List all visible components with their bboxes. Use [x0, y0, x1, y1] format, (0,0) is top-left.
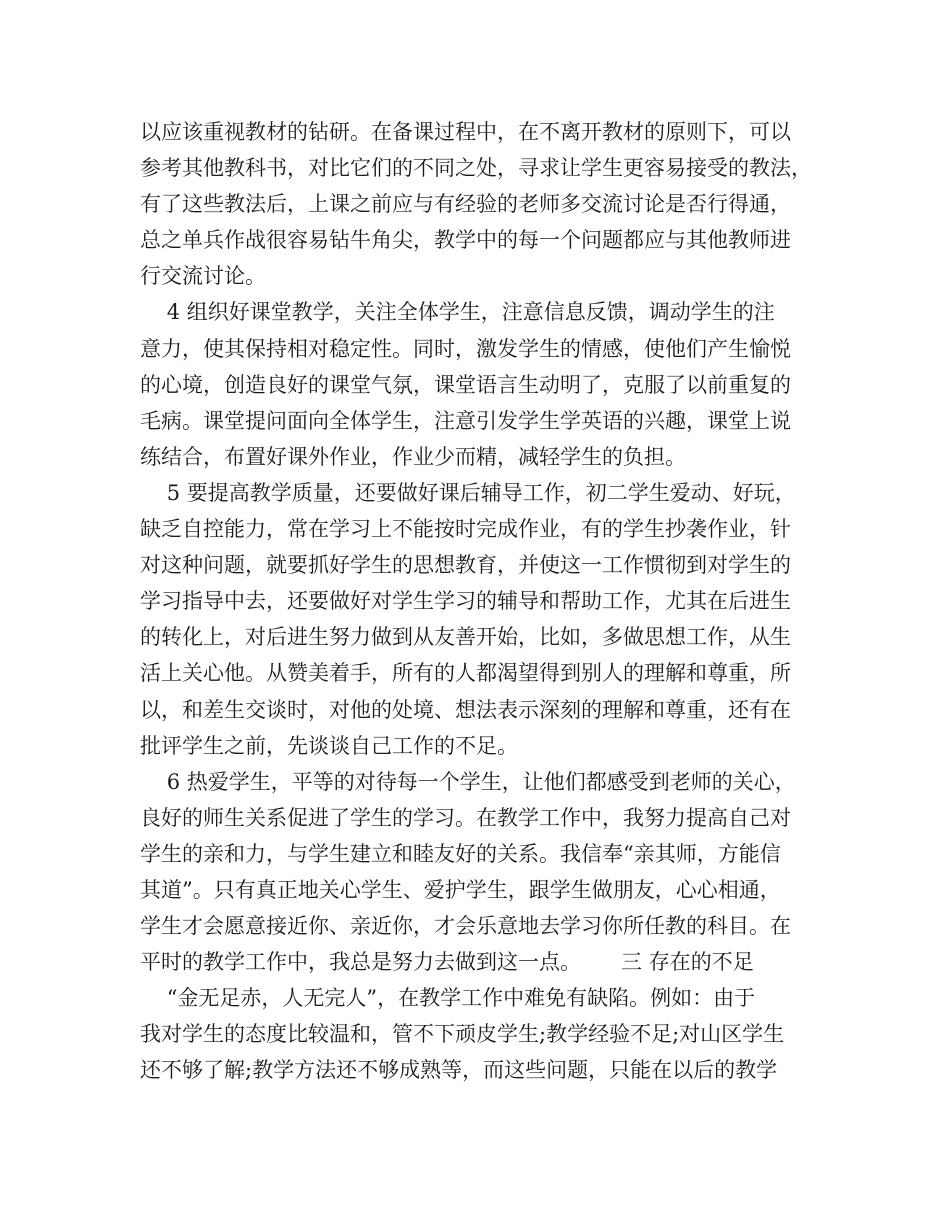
text-line: 6 热爱学生，平等的对待每一个学生，让他们都感受到老师的关心，: [140, 769, 796, 794]
text-line: 学生才会愿意接近你、亲近你，才会乐意地去学习你所任教的科目。在: [140, 914, 791, 939]
text-line: 缺乏自控能力，常在学习上不能按时完成作业，有的学生抄袭作业，针: [140, 517, 791, 542]
body-text: [140, 114, 830, 1089]
text-line: 学习指导中去，还要做好对学生学习的辅导和帮助工作，尤其在后进生: [140, 589, 791, 614]
text-line: 以，和差生交谈时，对他的处境、想法表示深刻的理解和尊重，还有在: [140, 697, 791, 722]
text-line: 的转化上，对后进生努力做到从友善开始，比如，多做思想工作，从生: [140, 625, 791, 650]
text-line: 的心境，创造良好的课堂气氛，课堂语言生动明了，克服了以前重复的: [140, 372, 791, 397]
text-line: 4 组织好课堂教学，关注全体学生，注意信息反馈，调动学生的注: [140, 300, 775, 325]
text-line: 总之单兵作战很容易钻牛角尖，教学中的每一个问题都应与其他教师进: [140, 228, 791, 253]
text-line: 以应该重视教材的钻研。在备课过程中，在不离开教材的原则下，可以: [140, 120, 791, 144]
text-line: 其道”。只有真正地关心学生、爱护学生，跟学生做朋友，心心相通，: [140, 877, 781, 902]
text-line: 还不够了解;教学方法还不够成熟等，而这些问题，只能在以后的教学: [140, 1058, 778, 1083]
text-line: 行交流讨论。: [140, 264, 266, 289]
text-line: 活上关心他。从赞美着手，所有的人都渴望得到别人的理解和尊重，所: [140, 661, 791, 686]
text-line: 毛病。课堂提问面向全体学生，注意引发学生学英语的兴趣，课堂上说: [140, 408, 791, 433]
text-line: 练结合，布置好课外作业，作业少而精，减轻学生的负担。: [140, 444, 686, 469]
text-line: 对这种问题，就要抓好学生的思想教育，并使这一工作惯彻到对学生的: [140, 553, 791, 578]
text-line: 意力，使其保持相对稳定性。同时，激发学生的情感，使他们产生愉悦: [140, 336, 791, 361]
text-line: 良好的师生关系促进了学生的学习。在教学工作中，我努力提高自己对: [140, 805, 791, 830]
text-line: 参考其他教科书，对比它们的不同之处，寻求让学生更容易接受的教法，: [140, 156, 812, 181]
text-line: 学生的亲和力，与学生建立和睦友好的关系。我信奉“亲其师，方能信: [140, 841, 781, 866]
text-line: 5 要提高教学质量，还要做好课后辅导工作，初二学生爱动、好玩，: [140, 480, 796, 505]
text-line: 我对学生的态度比较温和，管不下顽皮学生;教学经验不足;对山区学生: [140, 1022, 785, 1047]
text-line: 批评学生之前，先谈谈自己工作的不足。: [140, 733, 518, 758]
text-line: 平时的教学工作中，我总是努力去做到这一点。 三 存在的不足: [140, 950, 754, 975]
text-line: 有了这些教法后，上课之前应与有经验的老师多交流讨论是否行得通，: [140, 192, 791, 217]
text-line: “金无足赤，人无完人”，在教学工作中难免有缺陷。例如：由于: [140, 986, 756, 1011]
